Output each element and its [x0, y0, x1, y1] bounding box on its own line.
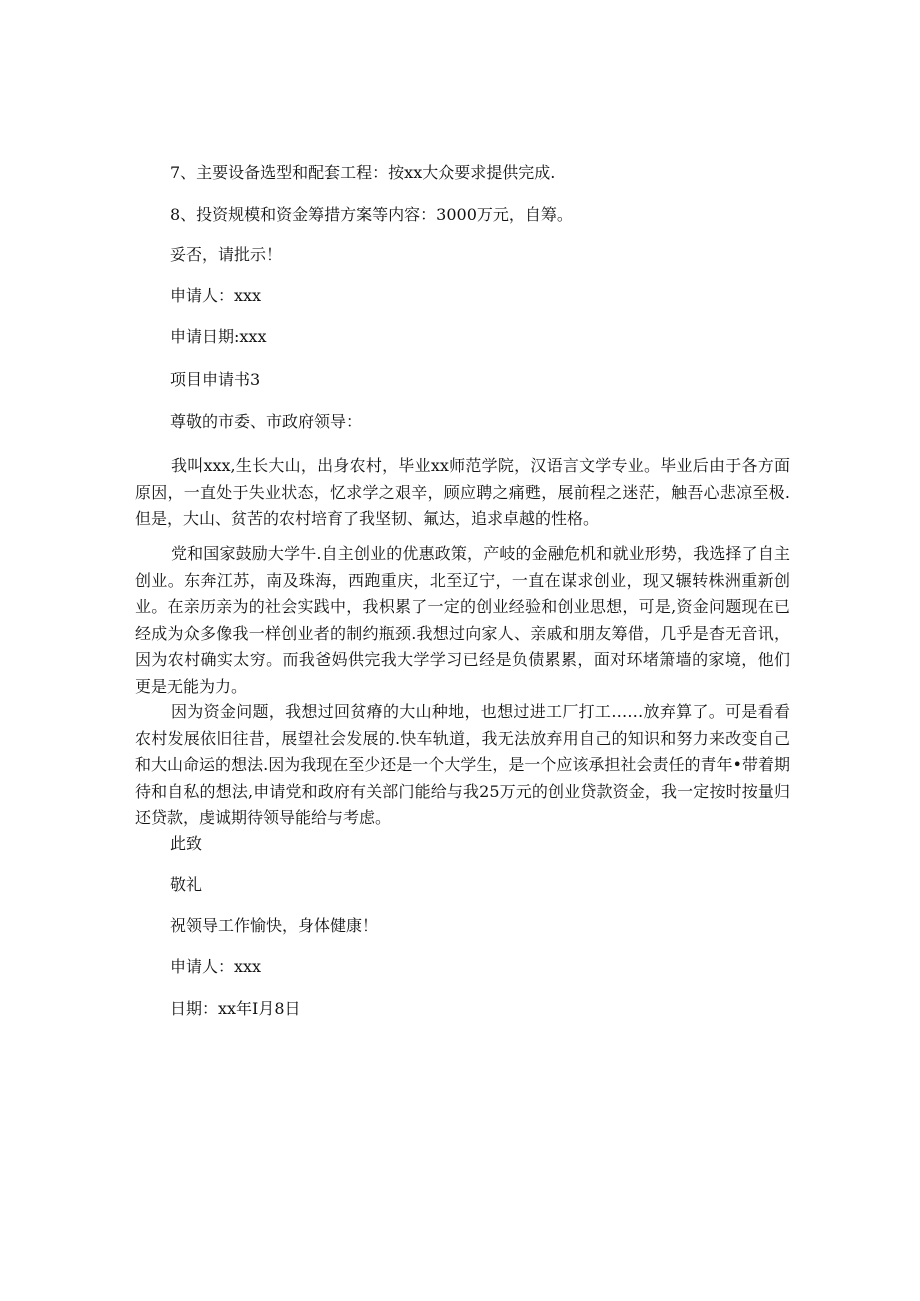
body-paragraph: 我叫xxx,生长大山，出身农村，毕业xx师范学院，汉语言文学专业。毕业后由于各方面原因，一直处于失业状态，忆求学之艰辛，顾应聘之痛甦，展前程之迷茫，触吾心悲凉至极.但是，大山、贫苦的农村培育了我坚韧、氟达，追求卓越的性格。 [135, 456, 790, 528]
item-7-line: 7、主要设备选型和配套工程：按xx大众要求提供完成. [170, 163, 556, 182]
item-8-line: 8、投资规模和资金筹措方案等内容：3000万元，自筹。 [170, 205, 573, 224]
apply-date-line: 申请日期:xxx [170, 327, 267, 346]
body-paragraph: 党和国家鼓励大学牛.自主创业的优惠政策，产岐的金融危机和就业形势，我选择了自主创业。东奔江苏，南及珠海，西跑重庆，北至辽宁，一直在谋求创业，现又辗转株洲重新创业。在亲历亲为的社会实践中，我枳累了一定的创业经验和创业思想，可是,资金问题现在已经成为众多像我一样创业者的制约瓶颈.我想过向家人、亲戚和朋友筹借，几乎是杳无音讯，因为农村确实太穷。而我爸妈供完我大学学习已经是负债累累，面对环堵箫墙的家境，他们更是无能为力。 [135, 544, 790, 696]
applicant-line: 申请人：xxx [170, 286, 262, 305]
signature-applicant: 申请人：xxx [170, 957, 262, 976]
closing-line: 此致 [170, 834, 203, 853]
request-approval-line: 妥否，请批示！ [170, 245, 283, 264]
salutation: 尊敬的市委、市政府领导： [170, 412, 363, 431]
closing-line: 敬礼 [170, 875, 203, 894]
body-paragraph: 因为资金问题，我想过回贫瘠的大山种地，也想过进工厂打工……放弃算了。可是看看农村发展依旧往昔，展望社会发展的.快车轨道，我无法放弃用自己的知识和努力来改变自己和大山命运的想法.因为我现在至少还是一个大学生，是一个应该承担社会责任的青年•带着期待和自私的想法,申请党和政府有关部门能给与我25万元的创业贷款资金，我一定按时按量归还贷款，虔诚期待领导能给与考虑。 [135, 702, 790, 827]
section-title: 项目申请书3 [170, 370, 261, 389]
signature-date: 日期：xx年I月8日 [170, 999, 301, 1018]
wish-line: 祝领导工作愉快，身体健康！ [170, 916, 379, 935]
